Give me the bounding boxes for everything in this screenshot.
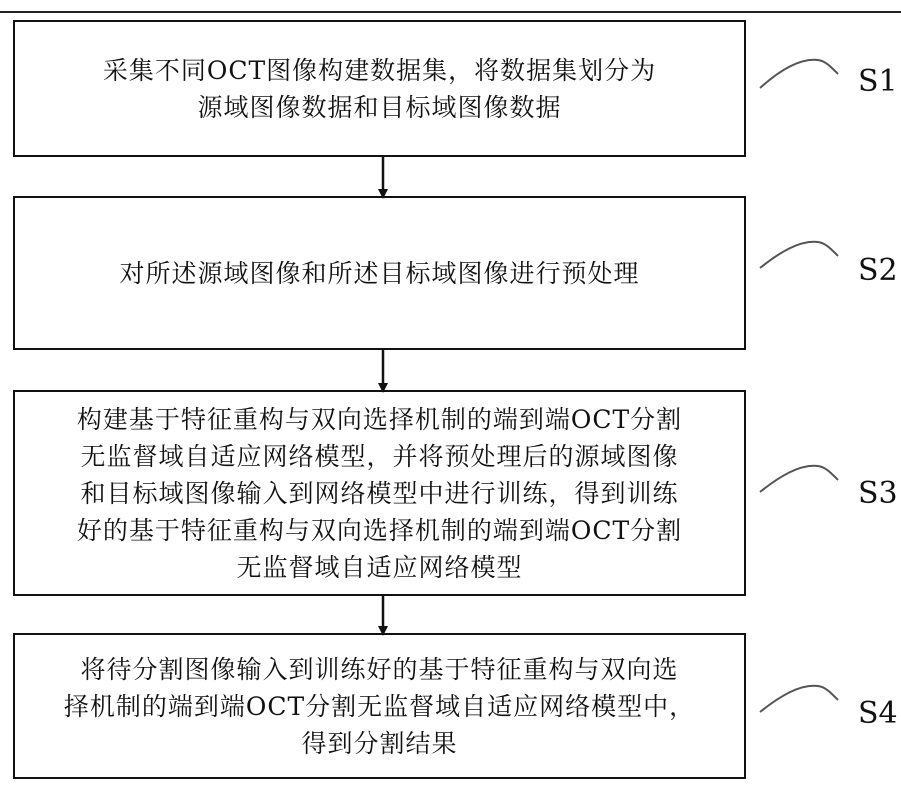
leader-s1 bbox=[760, 60, 838, 88]
step-label-s1: S1 bbox=[858, 64, 898, 99]
top-rule bbox=[0, 11, 901, 13]
step-text-s4: 将待分割图像输入到训练好的基于特征重构与双向选 择机制的端到端OCT分割无监督域自适应网络模型中， 得到分割结果 bbox=[63, 654, 696, 758]
leader-s2 bbox=[760, 242, 838, 268]
step-box-s1 bbox=[13, 20, 746, 157]
step-box-s4 bbox=[13, 633, 746, 779]
step-text-s2: 对所述源域图像和所述目标域图像进行预处理 bbox=[119, 258, 640, 288]
step-label-s2: S2 bbox=[858, 253, 898, 288]
step-box-s3 bbox=[13, 390, 746, 596]
step-label-s4: S4 bbox=[858, 696, 898, 731]
step-text-s3: 构建基于特征重构与双向选择机制的端到端OCT分割 无监督域自适应网络模型，并将预处理后的源域图像 和目标域图像输入到网络模型中进行训练，得到训练 好的基于特征重构与双向选择机制的端到端OCT分割 无监督域自适应网络模型 bbox=[76, 404, 683, 582]
leader-s3 bbox=[760, 466, 838, 492]
step-box-s2 bbox=[13, 196, 746, 350]
step-text-s1: 采集不同OCT图像构建数据集，将数据集划分为 源域图像数据和目标域图像数据 bbox=[102, 55, 657, 122]
step-label-s3: S3 bbox=[858, 476, 898, 511]
leader-s4 bbox=[760, 686, 838, 712]
